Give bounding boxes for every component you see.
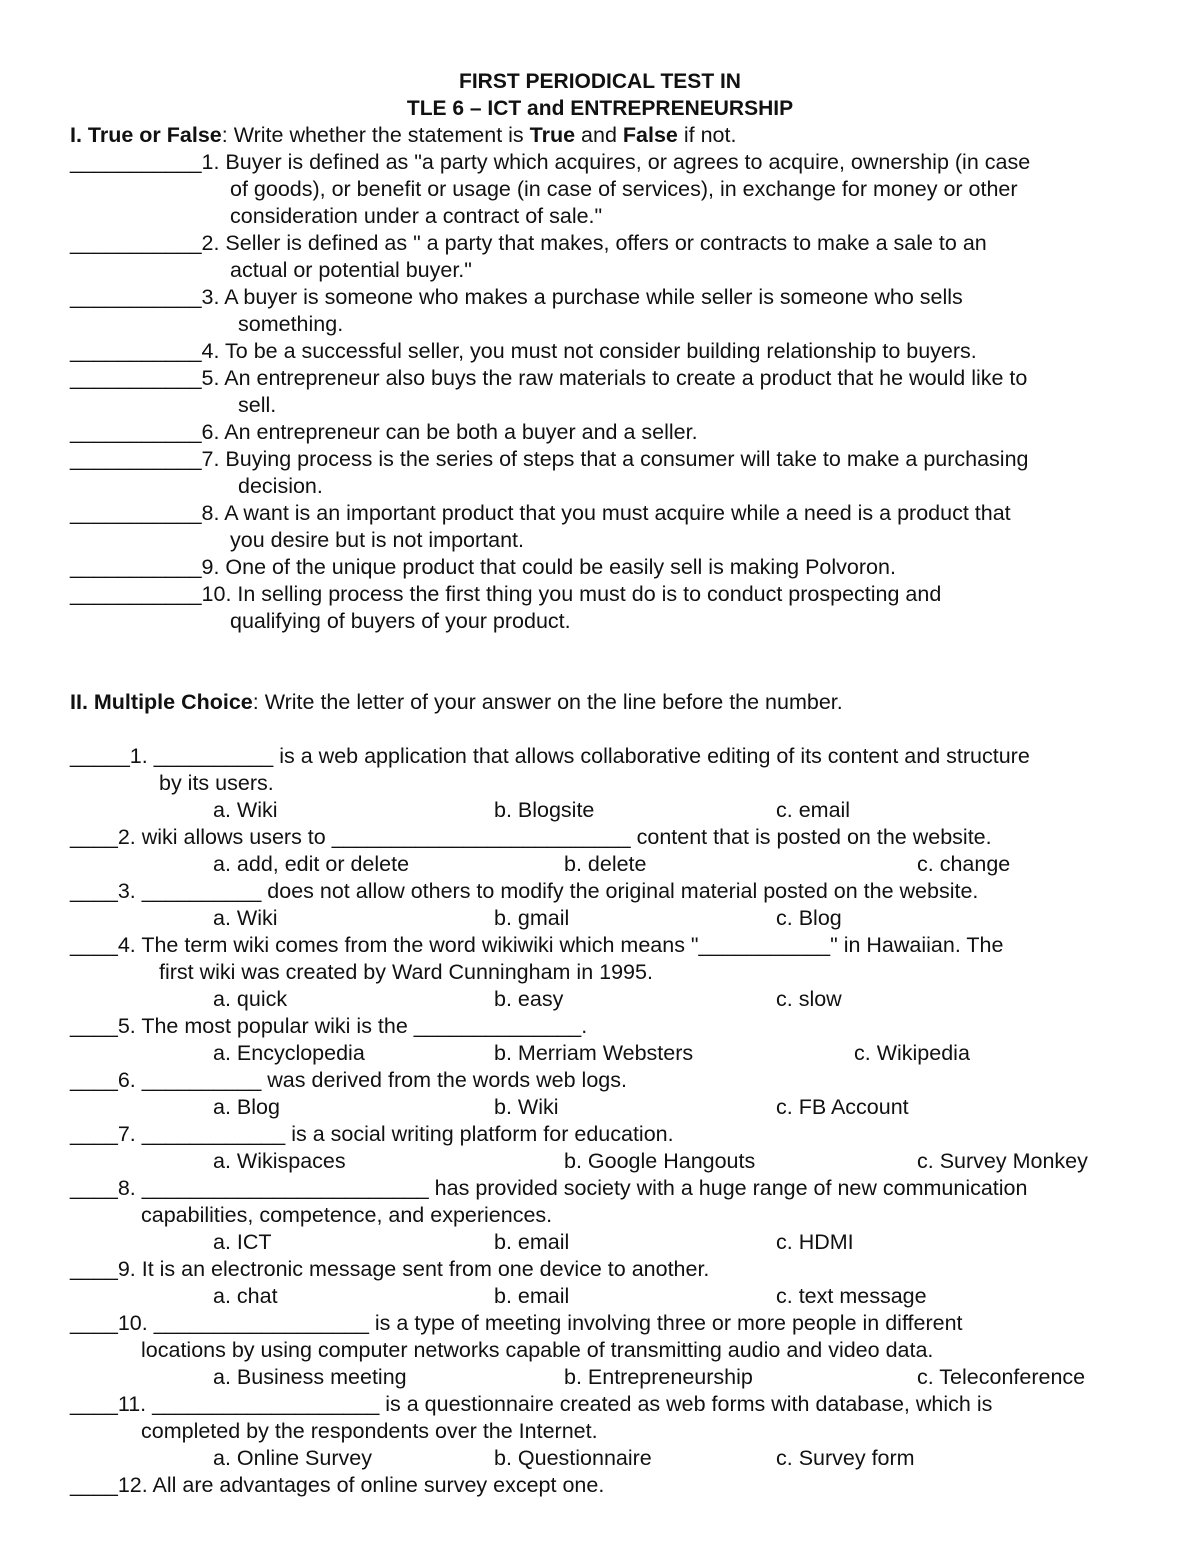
mc-choice-a: a. quick bbox=[213, 987, 288, 1011]
mc-item bbox=[70, 1472, 1130, 1499]
section1-heading: I. True or False bbox=[70, 123, 222, 147]
tf-item bbox=[70, 338, 1130, 365]
mc-question-continuation: by its users. bbox=[159, 771, 274, 795]
mc-choice-a: a. ICT bbox=[213, 1230, 272, 1254]
tf-item-continuation: of goods), or benefit or usage (in case of services), in exchange for money or other bbox=[230, 177, 1018, 201]
tf-item bbox=[70, 149, 1130, 230]
mc-item bbox=[70, 743, 1130, 824]
tf-item bbox=[70, 284, 1130, 338]
mc-choice-a: a. Wiki bbox=[213, 798, 278, 822]
mc-choice-c: c. Blog bbox=[776, 906, 842, 930]
tf-item bbox=[70, 230, 1130, 284]
mc-choice-b: b. email bbox=[494, 1230, 570, 1254]
tf-item-text: ___________7. Buying process is the series of steps that a consumer will take to make a purchasing bbox=[70, 447, 1029, 471]
mc-choice-c: c. Wikipedia bbox=[854, 1041, 970, 1065]
tf-item bbox=[70, 581, 1130, 635]
mc-choice-c: c. slow bbox=[776, 987, 842, 1011]
mc-choice-c: c. FB Account bbox=[776, 1095, 909, 1119]
mc-item bbox=[70, 1121, 1130, 1175]
mc-choices bbox=[70, 797, 1130, 824]
mc-question: ____10. __________________ is a type of meeting involving three or more people in different bbox=[70, 1311, 963, 1335]
tf-item-continuation: consideration under a contract of sale." bbox=[230, 204, 603, 228]
tf-item bbox=[70, 419, 1130, 446]
mc-choice-c: c. Teleconference bbox=[917, 1365, 1086, 1389]
mc-choice-b: b. Wiki bbox=[494, 1095, 559, 1119]
mc-choices bbox=[70, 851, 1130, 878]
mc-item bbox=[70, 1310, 1130, 1391]
mc-item bbox=[70, 1175, 1130, 1256]
tf-item bbox=[70, 365, 1130, 419]
mc-question-continuation: completed by the respondents over the Internet. bbox=[141, 1419, 598, 1443]
true-false-list bbox=[70, 149, 1130, 635]
tf-item bbox=[70, 446, 1130, 500]
mc-choice-a: a. Wikispaces bbox=[213, 1149, 346, 1173]
mc-question-continuation: locations by using computer networks capable of transmitting audio and video data. bbox=[141, 1338, 934, 1362]
mc-choice-a: a. Blog bbox=[213, 1095, 280, 1119]
mc-question: ____5. The most popular wiki is the ______________. bbox=[70, 1014, 588, 1038]
tf-item-text: ___________10. In selling process the first thing you must do is to conduct prospecting and bbox=[70, 582, 942, 606]
mc-question: ____12. All are advantages of online survey except one. bbox=[70, 1473, 605, 1497]
tf-item-continuation: decision. bbox=[238, 474, 323, 498]
mc-choice-a: a. add, edit or delete bbox=[213, 852, 410, 876]
mc-question: ____8. ________________________ has provided society with a huge range of new communication bbox=[70, 1176, 1028, 1200]
mc-choice-b: b. Merriam Websters bbox=[494, 1041, 694, 1065]
tf-item bbox=[70, 554, 1130, 581]
tf-item-text: ___________5. An entrepreneur also buys the raw materials to create a product that he would like to bbox=[70, 366, 1028, 390]
test-title-line1: FIRST PERIODICAL TEST IN bbox=[459, 70, 741, 93]
mc-choice-b: b. email bbox=[494, 1284, 570, 1308]
mc-choice-a: a. Encyclopedia bbox=[213, 1041, 365, 1065]
mc-item bbox=[70, 878, 1130, 932]
mc-item bbox=[70, 1013, 1130, 1067]
mc-question: _____1. __________ is a web application that allows collaborative editing of its content and structure bbox=[70, 744, 1030, 768]
tf-item-continuation: you desire but is not important. bbox=[230, 528, 524, 552]
mc-choices bbox=[70, 1040, 1130, 1067]
mc-choices bbox=[70, 1364, 1130, 1391]
mc-choices bbox=[70, 1229, 1130, 1256]
mc-item bbox=[70, 1256, 1130, 1310]
tf-item-continuation: qualifying of buyers of your product. bbox=[230, 609, 571, 633]
mc-choice-b: b. Google Hangouts bbox=[564, 1149, 756, 1173]
mc-question: ____9. It is an electronic message sent from one device to another. bbox=[70, 1257, 710, 1281]
mc-choice-c: c. Survey form bbox=[776, 1446, 915, 1470]
tf-item-text: ___________1. Buyer is defined as "a party which acquires, or agrees to acquire, ownership (in case bbox=[70, 150, 1031, 174]
mc-choice-c: c. email bbox=[776, 798, 851, 822]
mc-choice-b: b. Entrepreneurship bbox=[564, 1365, 753, 1389]
mc-question-continuation: first wiki was created by Ward Cunningham in 1995. bbox=[159, 960, 653, 984]
tf-item-continuation: sell. bbox=[238, 393, 277, 417]
mc-question: ____4. The term wiki comes from the word wikiwiki which means "___________" in Hawaiian. The bbox=[70, 933, 1004, 957]
tf-item bbox=[70, 500, 1130, 554]
mc-choice-c: c. HDMI bbox=[776, 1230, 854, 1254]
tf-item-text: ___________8. A want is an important product that you must acquire while a need is a product that bbox=[70, 501, 1011, 525]
mc-choices bbox=[70, 1283, 1130, 1310]
tf-item-text: ___________9. One of the unique product that could be easily sell is making Polvoron. bbox=[70, 555, 896, 579]
test-title-line2: TLE 6 – ICT and ENTREPRENEURSHIP bbox=[406, 97, 794, 120]
mc-choices bbox=[70, 1445, 1130, 1472]
section-gap bbox=[70, 635, 1130, 689]
mc-choice-b: b. delete bbox=[564, 852, 647, 876]
mc-item bbox=[70, 932, 1130, 1013]
mc-item bbox=[70, 1391, 1130, 1472]
mc-choice-a: a. Online Survey bbox=[213, 1446, 372, 1470]
tf-item-text: ___________2. Seller is defined as " a party that makes, offers or contracts to make a sale to an bbox=[70, 231, 987, 255]
mc-question: ____3. __________ does not allow others to modify the original material posted on the website. bbox=[70, 879, 979, 903]
mc-question: ____6. __________ was derived from the words web logs. bbox=[70, 1068, 627, 1092]
tf-item-text: ___________3. A buyer is someone who makes a purchase while seller is someone who sells bbox=[70, 285, 963, 309]
mc-item bbox=[70, 824, 1130, 878]
mc-choices bbox=[70, 905, 1130, 932]
multiple-choice-list bbox=[70, 743, 1130, 1499]
mc-question: ____2. wiki allows users to _________________________ content that is posted on the website. bbox=[70, 825, 992, 849]
tf-item-continuation: something. bbox=[238, 312, 344, 336]
mc-question-continuation: capabilities, competence, and experiences. bbox=[141, 1203, 553, 1227]
mc-choice-c: c. Survey Monkey bbox=[917, 1149, 1088, 1173]
mc-choice-a: a. Wiki bbox=[213, 906, 278, 930]
section2-instructions: II. Multiple Choice: Write the letter of your answer on the line before the number. bbox=[70, 690, 843, 714]
mc-question: ____7. ____________ is a social writing platform for education. bbox=[70, 1122, 674, 1146]
section1-instructions: I. True or False: Write whether the statement is True and False if not. bbox=[70, 123, 737, 147]
mc-choice-b: b. gmail bbox=[494, 906, 570, 930]
instruction-gap bbox=[70, 716, 1130, 743]
mc-item bbox=[70, 1067, 1130, 1121]
mc-choices bbox=[70, 1094, 1130, 1121]
tf-item-text: ___________4. To be a successful seller, you must not consider building relationship to buyers. bbox=[70, 339, 977, 363]
mc-choice-c: c. text message bbox=[776, 1284, 927, 1308]
mc-choice-c: c. change bbox=[917, 852, 1011, 876]
mc-choice-a: a. chat bbox=[213, 1284, 278, 1308]
section2-heading: II. Multiple Choice bbox=[70, 690, 253, 714]
mc-choices bbox=[70, 986, 1130, 1013]
tf-item-continuation: actual or potential buyer." bbox=[230, 258, 472, 282]
mc-choice-a: a. Business meeting bbox=[213, 1365, 407, 1389]
tf-item-text: ___________6. An entrepreneur can be both a buyer and a seller. bbox=[70, 420, 698, 444]
mc-question: ____11. ___________________ is a questionnaire created as web forms with database, which is bbox=[70, 1392, 993, 1416]
mc-choice-b: b. Questionnaire bbox=[494, 1446, 652, 1470]
mc-choice-b: b. Blogsite bbox=[494, 798, 595, 822]
mc-choice-b: b. easy bbox=[494, 987, 564, 1011]
mc-choices bbox=[70, 1148, 1130, 1175]
